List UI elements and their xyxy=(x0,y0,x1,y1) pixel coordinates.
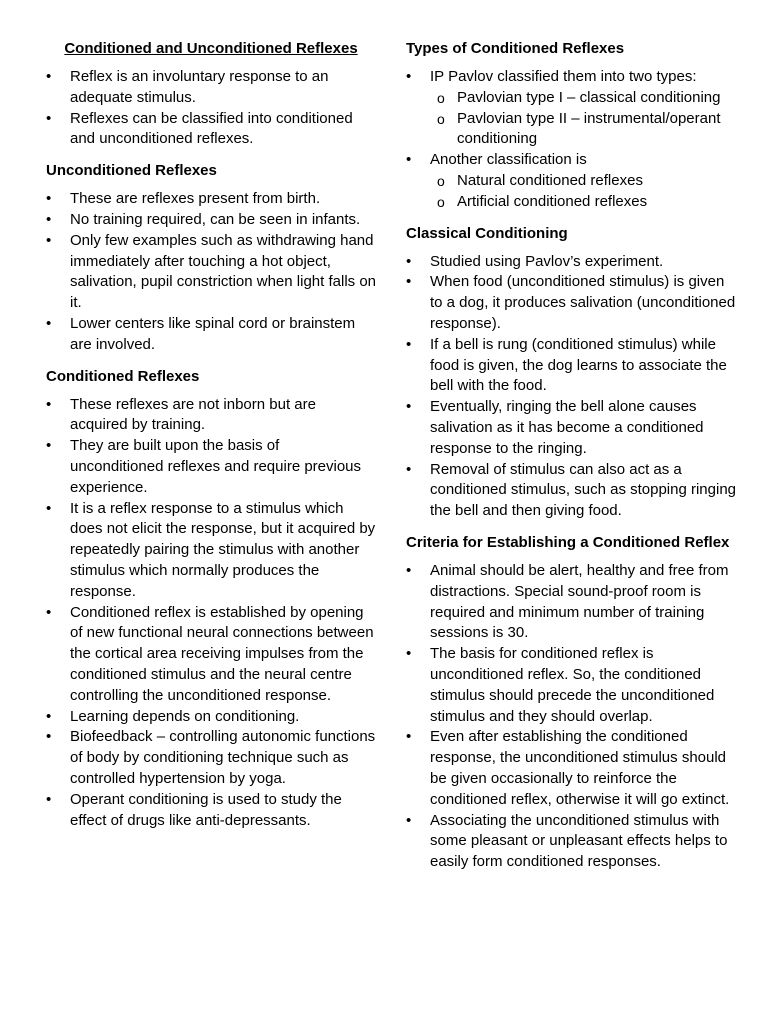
list-item: • The basis for conditioned reflex is unconditioned reflex. So, the conditioned stimulus should precede the unconditioned stimulus and they should overlap. xyxy=(406,644,736,727)
list-item: • Studied using Pavlov’s experiment. xyxy=(406,252,736,273)
right-column xyxy=(406,38,736,873)
sub-list-item: o Artificial conditioned reflexes xyxy=(406,192,736,213)
list-item: • Learning depends on conditioning. xyxy=(46,707,376,728)
list-item: • These reflexes are not inborn but are acquired by training. xyxy=(46,395,376,437)
conditioned-heading: Conditioned Reflexes xyxy=(46,367,200,385)
list-item: • Removal of stimulus can also act as a conditioned stimulus, such as stopping ringing the bell and then giving food. xyxy=(406,460,736,522)
sub-list-item: o Natural conditioned reflexes xyxy=(406,171,736,192)
intro-list xyxy=(46,67,376,150)
classical-section xyxy=(406,223,736,522)
list-item: • Animal should be alert, healthy and free from distractions. Special sound-proof room is required and minimum number of training sessions is 30. xyxy=(406,561,736,644)
list-item: • Biofeedback – controlling autonomic functions of body by conditioning technique such as controlled hypertension by yoga. xyxy=(46,727,376,789)
sub-list-item: o Pavlovian type II – instrumental/operant conditioning xyxy=(406,109,736,151)
conditioned-list xyxy=(46,395,376,832)
classical-heading: Classical Conditioning xyxy=(406,224,568,242)
types-list xyxy=(406,67,736,213)
unconditioned-heading: Unconditioned Reflexes xyxy=(46,162,217,180)
list-item: • Only few examples such as withdrawing hand immediately after touching a hot object, salivation, pupil constriction when light falls on it. xyxy=(46,231,376,314)
list-item: • Another classification is xyxy=(406,150,736,171)
types-heading: Types of Conditioned Reflexes xyxy=(406,40,625,57)
list-item: • Lower centers like spinal cord or brainstem are involved. xyxy=(46,314,376,356)
list-item: • Operant conditioning is used to study the effect of drugs like anti-depressants. xyxy=(46,790,376,832)
list-item: • Eventually, ringing the bell alone causes salivation as it has become a conditioned response to the ringing. xyxy=(406,397,736,459)
criteria-section xyxy=(406,532,736,873)
criteria-heading: Criteria for Establishing a Conditioned Reflex xyxy=(406,533,730,551)
list-item: • These are reflexes present from birth. xyxy=(46,189,376,210)
unconditioned-section xyxy=(46,160,376,355)
list-item: • Even after establishing the conditioned response, the unconditioned stimulus should be given occasionally to reinforce the conditioned reflex, otherwise it will go extinct. xyxy=(406,727,736,810)
list-item: • Reflexes can be classified into conditioned and unconditioned reflexes. xyxy=(46,109,376,151)
list-item: • It is a reflex response to a stimulus which does not elicit the response, but it acquired by repeatedly pairing the stimulus with another stimulus which normally produces the response. xyxy=(46,499,376,603)
list-item: • When food (unconditioned stimulus) is given to a dog, it produces salivation (unconditioned response). xyxy=(406,272,736,334)
intro-section xyxy=(46,38,376,150)
list-item: • Conditioned reflex is established by opening of new functional neural connections between the cortical area receiving impulses from the conditioned stimulus and the neural centre controlling the unconditioned response. xyxy=(46,603,376,707)
criteria-list xyxy=(406,561,736,873)
list-item: • They are built upon the basis of unconditioned reflexes and require previous experience. xyxy=(46,436,376,498)
list-item: • IP Pavlov classified them into two types: xyxy=(406,67,736,88)
classical-list xyxy=(406,252,736,522)
conditioned-section xyxy=(46,366,376,832)
sub-list-item: o Pavlovian type I – classical conditioning xyxy=(406,88,736,109)
left-column xyxy=(46,38,376,831)
unconditioned-list xyxy=(46,189,376,355)
list-item: • No training required, can be seen in infants. xyxy=(46,210,376,231)
document-title: Conditioned and Unconditioned Reflexes xyxy=(64,40,358,57)
list-item: • If a bell is rung (conditioned stimulus) while food is given, the dog learns to associate the bell with the food. xyxy=(406,335,736,397)
list-item: • Associating the unconditioned stimulus with some pleasant or unpleasant effects helps to easily form conditioned responses. xyxy=(406,811,736,873)
types-section xyxy=(406,38,736,213)
list-item: • Reflex is an involuntary response to an adequate stimulus. xyxy=(46,67,376,109)
